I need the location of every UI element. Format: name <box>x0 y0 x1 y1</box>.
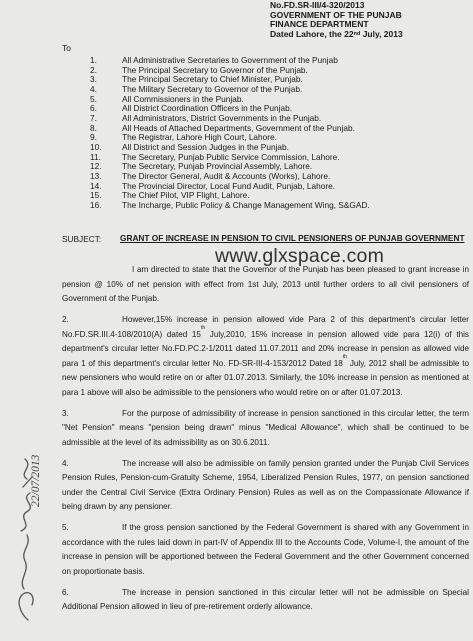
list-item: 2. The Principal Secretary to Governor of the Punjab. <box>90 64 308 75</box>
list-item: 10. All District and Session Judges in the Punjab. <box>90 141 289 152</box>
list-item: 5. All Commissioners in the Punjab. <box>90 93 244 104</box>
government-title: GOVERNMENT OF THE PUNJAB <box>270 9 402 20</box>
paragraph-5: 5. If the gross pension sanctioned by the Federal Government is shared with any Government in accordance with the rules laid down in part-IV of Appendix III to the Accounts Code, Volume-I, the amount of the increase in pension will be apportioned between the Federal Government and the other Government concerned on proportionate basis. <box>62 523 469 577</box>
list-item: 13. The Director General, Audit & Accounts (Works), Lahore. <box>90 170 331 181</box>
letter-body <box>62 263 469 621</box>
recipient-list <box>90 56 470 211</box>
signature-date: 22/07/2013 <box>30 454 42 507</box>
list-item: 7. All Administrators, District Governments in the Punjab. <box>90 112 322 123</box>
watermark-text: www.glxspace.com <box>215 245 385 267</box>
reference-number: No.FD.SR-III/4-320/2013 <box>270 0 365 10</box>
subject-text: GRANT OF INCREASE IN PENSION TO CIVIL PENSIONERS OF PUNJAB GOVERNMENT <box>120 233 465 243</box>
handwritten-signature <box>6 375 50 625</box>
to-label: To <box>62 43 71 53</box>
list-item: 4. The Military Secretary to Governor of the Punjab. <box>90 83 303 94</box>
department-title: FINANCE DEPARTMENT <box>270 19 369 30</box>
list-item: 16. The Incharge, Public Policy & Change Management Wing, S&GAD. <box>90 199 370 210</box>
subject-label: SUBJECT: <box>62 234 102 244</box>
paragraph-3: 3. For the purpose of admissibility of increase in pension sanctioned in this circular letter, the term "Net Pension" means "pension being drawn" minus "Medical Allowance", which shall be continued to be admissible at the level of its admissibility as on 30.6.2011. <box>62 408 469 447</box>
list-item: 14. The Provincial Director, Local Fund Audit, Punjab, Lahore. <box>90 180 336 191</box>
list-item: 1. All Administrative Secretaries to Government of the Punjab <box>90 55 338 65</box>
paragraph-2: 2. However,15% increase in pension allowed vide Para 2 of this department's circular letter No.FD.SR.III.4-108/2010(A) dated 15th July,2010, 15% increase in pension allowed vide para 12(i) of this department's circular letter No.FD.PC.2-1/2011 dated 11.07.2011 and 20% increase in pension as allowed vide para 1 of this department's circular letter No. FD-SR-III-4-153/2012 Dated 18th July, 2012 shall be admissible to new pensioners who would retire on or after 01.07.2013. Similarly, the 10% increase in pension as mentioned at para 1 above will also be admissible to the pensioners who would retire on or after 01.07.2013. <box>62 314 469 397</box>
list-item: 9. The Registrar, Lahore High Court, Lahore. <box>90 132 277 143</box>
paragraph-6: 6. The increase in pension sanctioned in this circular letter will not be admissible on Special Additional Pension allowed in lieu of pre-retirement orderly allowance. <box>62 587 469 612</box>
list-item: 15. The Chief Pilot, VIP Flight, Lahore. <box>90 190 250 201</box>
paragraph-1: I am directed to state that the Governor of the Punjab has been pleased to grant increase in pension @ 10% of net pension with effect from 1st July, 2013 until further orders to all civil pensioners of Government of the Punjab. <box>62 265 469 304</box>
paragraph-4: 4. The increase will also be admissible on family pension granted under the Punjab Civil Services Pension Rules, Pension-cum-Gratuity Scheme, 1954, Liberalized Pension Rules, 1977, on pension sanctioned under the Central Civil Service (Extra Ordinary Pension) Rules as well as on the Compassionate Allowance if being drawn by any pensioner. <box>62 458 469 512</box>
list-item: 11. The Secretary, Punjab Public Service Commission, Lahore. <box>90 151 340 162</box>
list-item: 12. The Secretary, Punjab Provincial Assembly, Lahore. <box>90 161 313 172</box>
list-item: 8. All Heads of Attached Departments, Government of the Punjab. <box>90 122 355 133</box>
list-item: 3. The Principal Secretary to Chief Minister, Punjab. <box>90 74 303 85</box>
letter-header <box>270 1 470 39</box>
subject-line <box>62 234 470 244</box>
list-item: 6. All District Coordination Officers in the Punjab. <box>90 103 293 114</box>
letter-date: Dated Lahore, the 22nd July, 2013 <box>270 28 403 39</box>
